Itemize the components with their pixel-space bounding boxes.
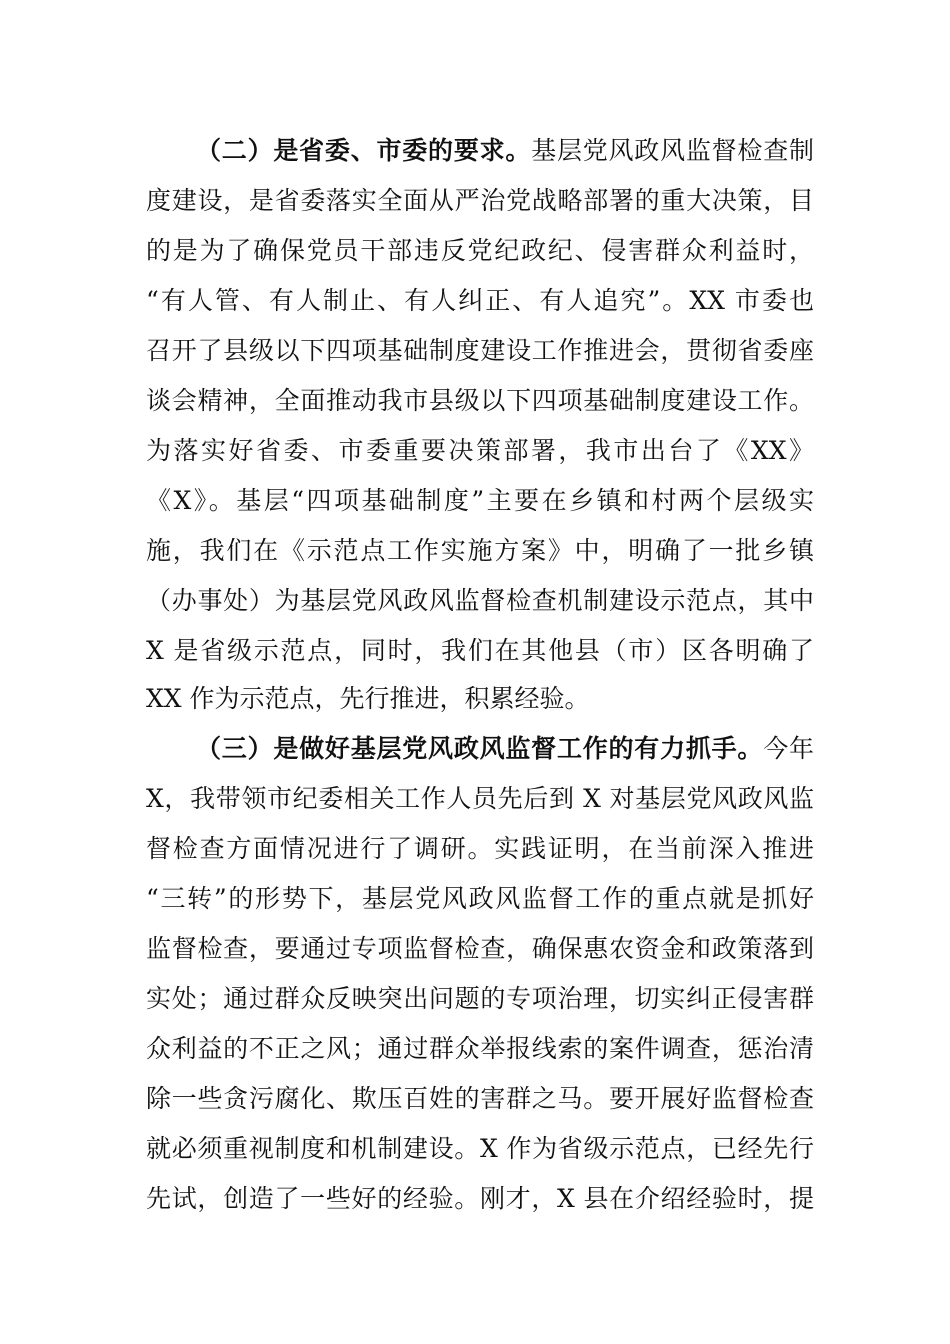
paragraph-line: 施，我们在《示范点工作实施方案》中，明确了一批乡镇 [146, 536, 814, 565]
paragraph-line: 先试，创造了一些好的经验。刚才，X 县在介绍经验时，提 [146, 1184, 814, 1213]
paragraph-line: 监督检查，要通过专项监督检查，确保惠农资金和政策落到 [146, 934, 814, 963]
paragraph-line: 实处；通过群众反映突出问题的专项治理，切实纠正侵害群 [146, 984, 814, 1013]
paragraph-line: 众利益的不正之风；通过群众举报线索的案件调查，惩治清 [146, 1034, 814, 1063]
paragraph-line [196, 131, 814, 171]
paragraph-line: 《X》。基层“四项基础制度”主要在乡镇和村两个层级实 [146, 486, 814, 515]
paragraph-line: 为落实好省委、市委重要决策部署，我市出台了《XX》 [146, 436, 814, 465]
paragraph-line: XX 作为示范点，先行推进，积累经验。 [146, 684, 590, 713]
paragraph-line: （办事处）为基层党风政风监督检查机制建设示范点，其中 [146, 586, 814, 615]
paragraph-line: 谈会精神，全面推动我市县级以下四项基础制度建设工作。 [146, 386, 814, 415]
section-heading: （三）是做好基层党风政风监督工作的有力抓手。 [196, 734, 764, 763]
paragraph-line: “有人管、有人制止、有人纠正、有人追究”。XX 市委也 [146, 286, 814, 315]
paragraph-line: 召开了县级以下四项基础制度建设工作推进会，贯彻省委座 [146, 336, 814, 365]
body-text: 基层党风政风监督检查制 [531, 136, 814, 165]
section-heading: （二）是省委、市委的要求。 [196, 136, 532, 165]
paragraph-line: 的是为了确保党员干部违反党纪政纪、侵害群众利益时， [146, 236, 814, 265]
paragraph-line: 督检查方面情况进行了调研。实践证明，在当前深入推进 [146, 834, 814, 863]
paragraph-line: X 是省级示范点，同时，我们在其他县（市）区各明确了 [146, 636, 814, 665]
paragraph-line: “三转”的形势下，基层党风政风监督工作的重点就是抓好 [146, 884, 814, 913]
body-text: 今年 [763, 734, 814, 763]
paragraph-line: X，我带领市纪委相关工作人员先后到 X 对基层党风政风监 [146, 784, 814, 813]
paragraph-line [196, 729, 814, 769]
paragraph-line: 就必须重视制度和机制建设。X 作为省级示范点，已经先行 [146, 1134, 814, 1163]
paragraph-line: 度建设，是省委落实全面从严治党战略部署的重大决策，目 [146, 186, 814, 215]
paragraph-line: 除一些贪污腐化、欺压百姓的害群之马。要开展好监督检查 [146, 1084, 814, 1113]
